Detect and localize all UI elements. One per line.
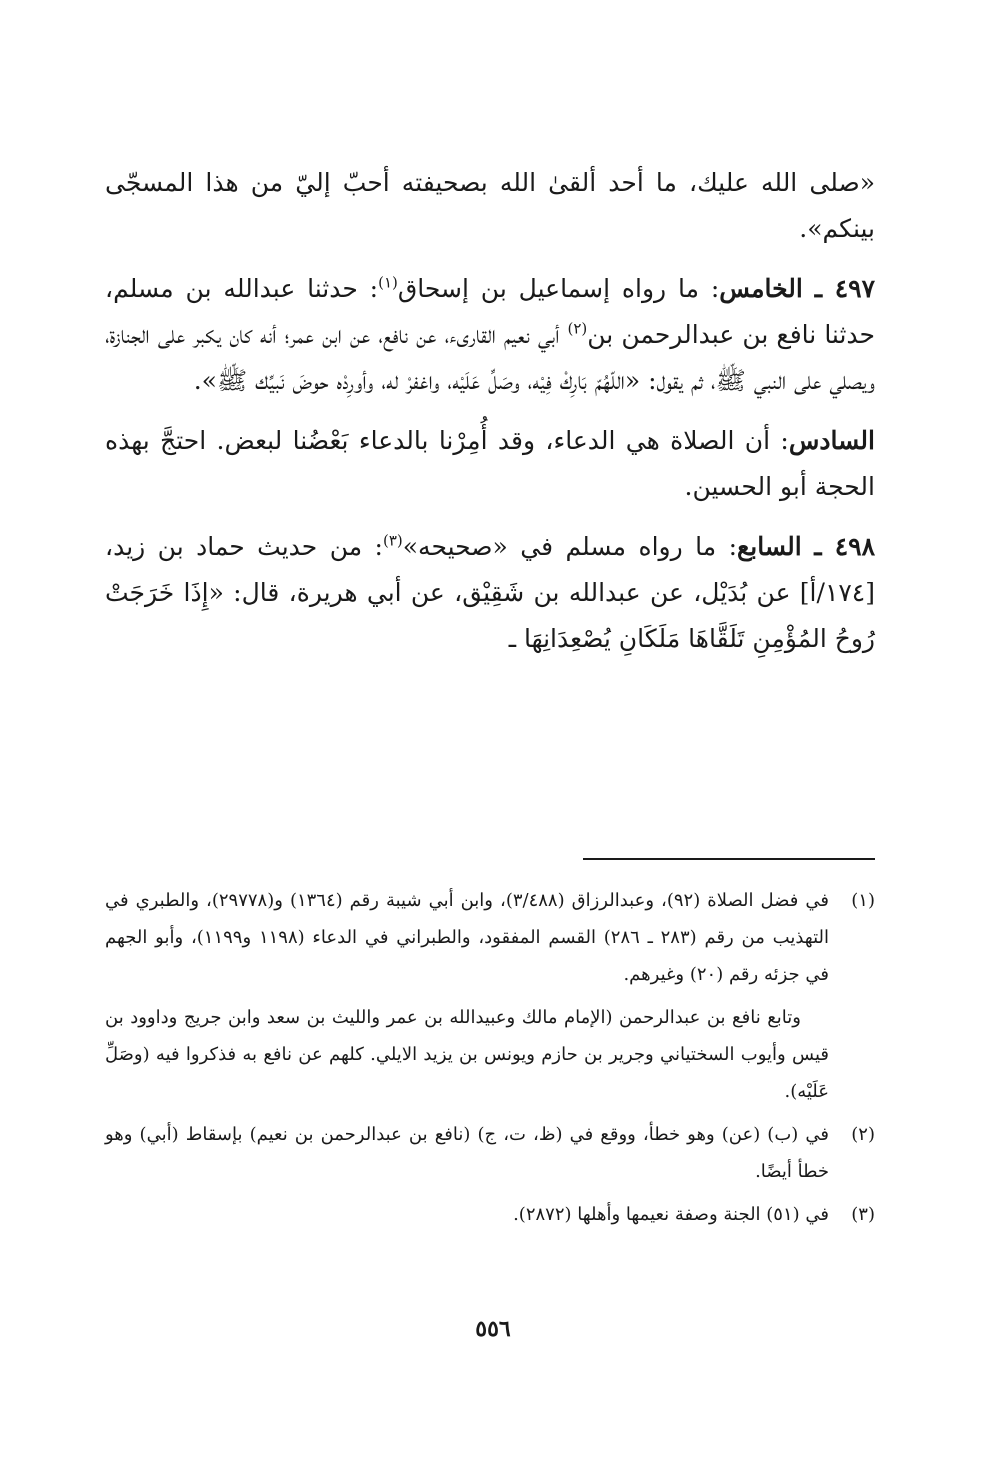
footnote-divider <box>583 858 875 860</box>
paragraph-sixth <box>105 418 875 510</box>
paragraph-text: : أن الصلاة هي الدعاء، وقد أُمِرْنا بالدعاء بَعْضُنا لبعض. احتجَّ بهذه الحجة أبو الحسين. <box>105 426 875 501</box>
footnote-ref-1[interactable]: (١) <box>378 273 398 292</box>
paragraph-text: «صلى الله عليك، ما أحد ألقىٰ الله بصحيفته أحبّ إليّ من هذا المسجّى بينكم». <box>105 168 875 243</box>
footnote-text: في (٥١) الجنة وصفة نعيمها وأهلها (٢٨٧٢). <box>513 1204 829 1225</box>
section-title: السادس <box>788 426 875 455</box>
footnote-number: (١) <box>851 890 875 911</box>
footnote-3 <box>105 1196 875 1233</box>
paragraph-continuation <box>105 160 875 252</box>
page-number: ٥٥٦ <box>475 1316 511 1342</box>
hadith-number: ٤٩٨ ـ <box>814 532 876 561</box>
paragraph-498 <box>105 524 875 662</box>
paragraph-text: : ما رواه إسماعيل بن إسحاق <box>397 274 720 303</box>
footnote-ref-3[interactable]: (٣) <box>382 531 403 550</box>
footnote-text: في فضل الصلاة (٩٢)، وعبدالرزاق (٣/٤٨٨)، وابن أبي شيبة رقم (١٣٦٤) و(٢٩٧٧٨)، والطبري في التهذيب من رقم (٢٨٣ ـ ٢٨٦) القسم المفقود، والطبراني في الدعاء (١١٩٨ و١١٩٩)، وأبو الجهم في جزئه رقم (٢٠) وغيرهم. <box>105 890 830 985</box>
page <box>105 160 876 1225</box>
section-title: الخامس <box>719 274 803 303</box>
footnotes <box>105 882 875 1239</box>
footnote-1 <box>105 882 875 993</box>
section-title: السابع <box>737 532 802 561</box>
footnote-number: (٣) <box>851 1204 875 1225</box>
footnote-1-continuation: وتابع نافع بن عبدالرحمن (الإمام مالك وعبيدالله بن عمر والليث بن سعد وابن جريج وداوود بن قيس وأيوب السختياني وجرير بن حازم ويونس بن يزيد الايلي. كلهم عن نافع به فذكروا فيه (وصَلِّ عَلَيْه). <box>105 1007 829 1102</box>
paragraph-text: أبي نعيم القارىء، عن نافع، عن ابن عمر؛ أنه كان يكبر على الجنازة، ويصلي على النبي ﷺ، ثم يقول: «اللّهُمّ بَارِكْ فِيْه، وصَلِّ عَلَيْه، واغفرْ له، وأورِدْه حوضَ نَبيِّك ﷺ». <box>105 320 875 395</box>
footnote-number: (٢) <box>851 1124 875 1145</box>
paragraph-497 <box>105 266 875 404</box>
main-text <box>105 160 875 662</box>
footnote-2 <box>105 1116 875 1190</box>
paragraph-text: : من حديث حماد بن زيد، [١٧٤/أ] عن بُدَيْل، عن عبدالله بن شَقِيْق، عن أبي هريرة، قال: «إِذَا خَرَجَتْ رُوحُ المُؤْمِنِ تَلَقَّاهَا مَلَكَانِ يُصْعِدَانِهَا ـ <box>105 532 875 653</box>
paragraph-text: : حدثنا عبدالله بن مسلم، حدثنا نافع بن عبدالرحمن بن <box>105 274 876 349</box>
hadith-number: ٤٩٧ ـ <box>814 274 876 303</box>
footnote-text: في (ب) (عن) وهو خطأ، ووقع في (ظ، ت، ج) (نافع بن عبدالرحمن بن نعيم) بإسقاط (أبي) وهو خطأ أيضًا. <box>105 1124 829 1182</box>
footnote-ref-2[interactable]: (٢) <box>567 319 588 338</box>
paragraph-text: : ما رواه مسلم في «صحيحه» <box>402 532 737 561</box>
